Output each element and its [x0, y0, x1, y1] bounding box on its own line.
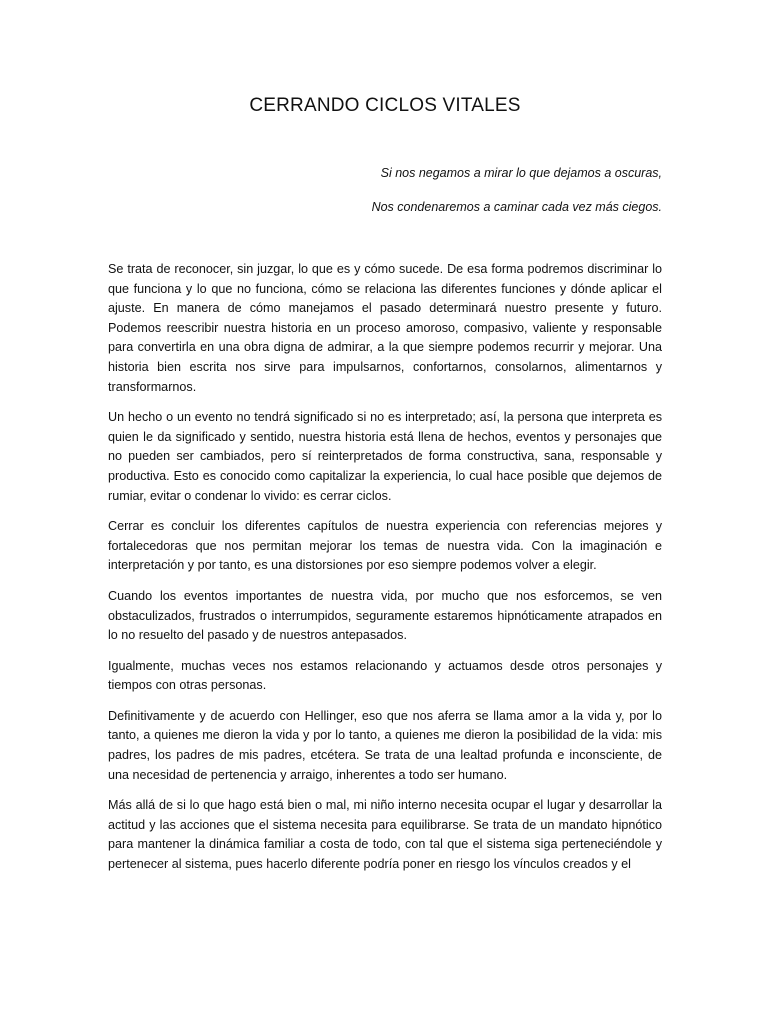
paragraph-2: Un hecho o un evento no tendrá significado si no es interpretado; así, la persona que interpreta es quien le da significado y sentido, nuestra historia está llena de hechos, eventos y personajes que no pueden ser cambiados, pero sí reinterpretados de forma constructiva, sana, responsable y productiva. Esto es conocido como capitalizar la experiencia, lo cual hace posible que dejemos de rumiar, evitar o condenar lo vivido: es cerrar ciclos.	[108, 410, 662, 503]
paragraph-6: Definitivamente y de acuerdo con Hellinger, eso que nos aferra se llama amor a la vida y, por lo tanto, a quienes me dieron la vida y por lo tanto, a quienes me dieron la posibilidad de la vida: mis padres, los padres de mis padres, etcétera. Se trata de una lealtad profunda e inconsciente, de una necesidad de pertenencia y arraigo, inherentes a todo ser humano.	[108, 708, 662, 782]
paragraph-5: Igualmente, muchas veces nos estamos relacionando y actuamos desde otros personajes y tiempos con otras personas.	[108, 658, 662, 693]
paragraph-7: Más allá de si lo que hago está bien o mal, mi niño interno necesita ocupar el lugar y desarrollar la actitud y las acciones que el sistema necesita para equilibrarse. Se trata de un mandato hipnótico para mantener la dinámica familiar a costa de todo, con tal que el sistema siga perteneciéndole y pertenecer al sistema, pues hacerlo diferente podría poner en riesgo los vínculos creados y el	[108, 798, 662, 872]
epigraph-line: Si nos negamos a mirar lo que dejamos a oscuras,	[380, 166, 662, 180]
paragraph-4: Cuando los eventos importantes de nuestra vida, por mucho que nos esforcemos, se ven obstaculizados, frustrados o interrumpidos, seguramente estaremos hipnóticamente atrapados en lo no resuelto del pasado y de nuestros antepasados.	[108, 588, 662, 643]
document-title: CERRANDO CICLOS VITALES	[249, 95, 521, 116]
document-body	[108, 260, 662, 875]
epigraph-line: Nos condenaremos a caminar cada vez más ciegos.	[371, 200, 662, 214]
paragraph-1: Se trata de reconocer, sin juzgar, lo que es y cómo sucede. De esa forma podremos discriminar lo que funciona y lo que no funciona, cómo se relaciona las diferentes funciones y dónde aplicar el ajuste. En manera de cómo manejamos el pasado determinará nuestro presente y futuro. Podemos reescribir nuestra historia en un proceso amoroso, compasivo, valiente y responsable para convertirla en una obra digna de admirar, a la que siempre podemos recurrir y mejorar. Una historia bien escrita nos sirve para impulsarnos, confortarnos, consolarnos, alimentarnos y transformarnos.	[108, 262, 662, 394]
paragraph-3: Cerrar es concluir los diferentes capítulos de nuestra experiencia con referencias mejores y fortalecedoras que nos permitan mejorar los temas de nuestra vida. Con la imaginación e interpretación y por tanto, es una distorsiones por eso siempre podemos volver a elegir.	[108, 519, 662, 573]
epigraph	[108, 164, 662, 216]
